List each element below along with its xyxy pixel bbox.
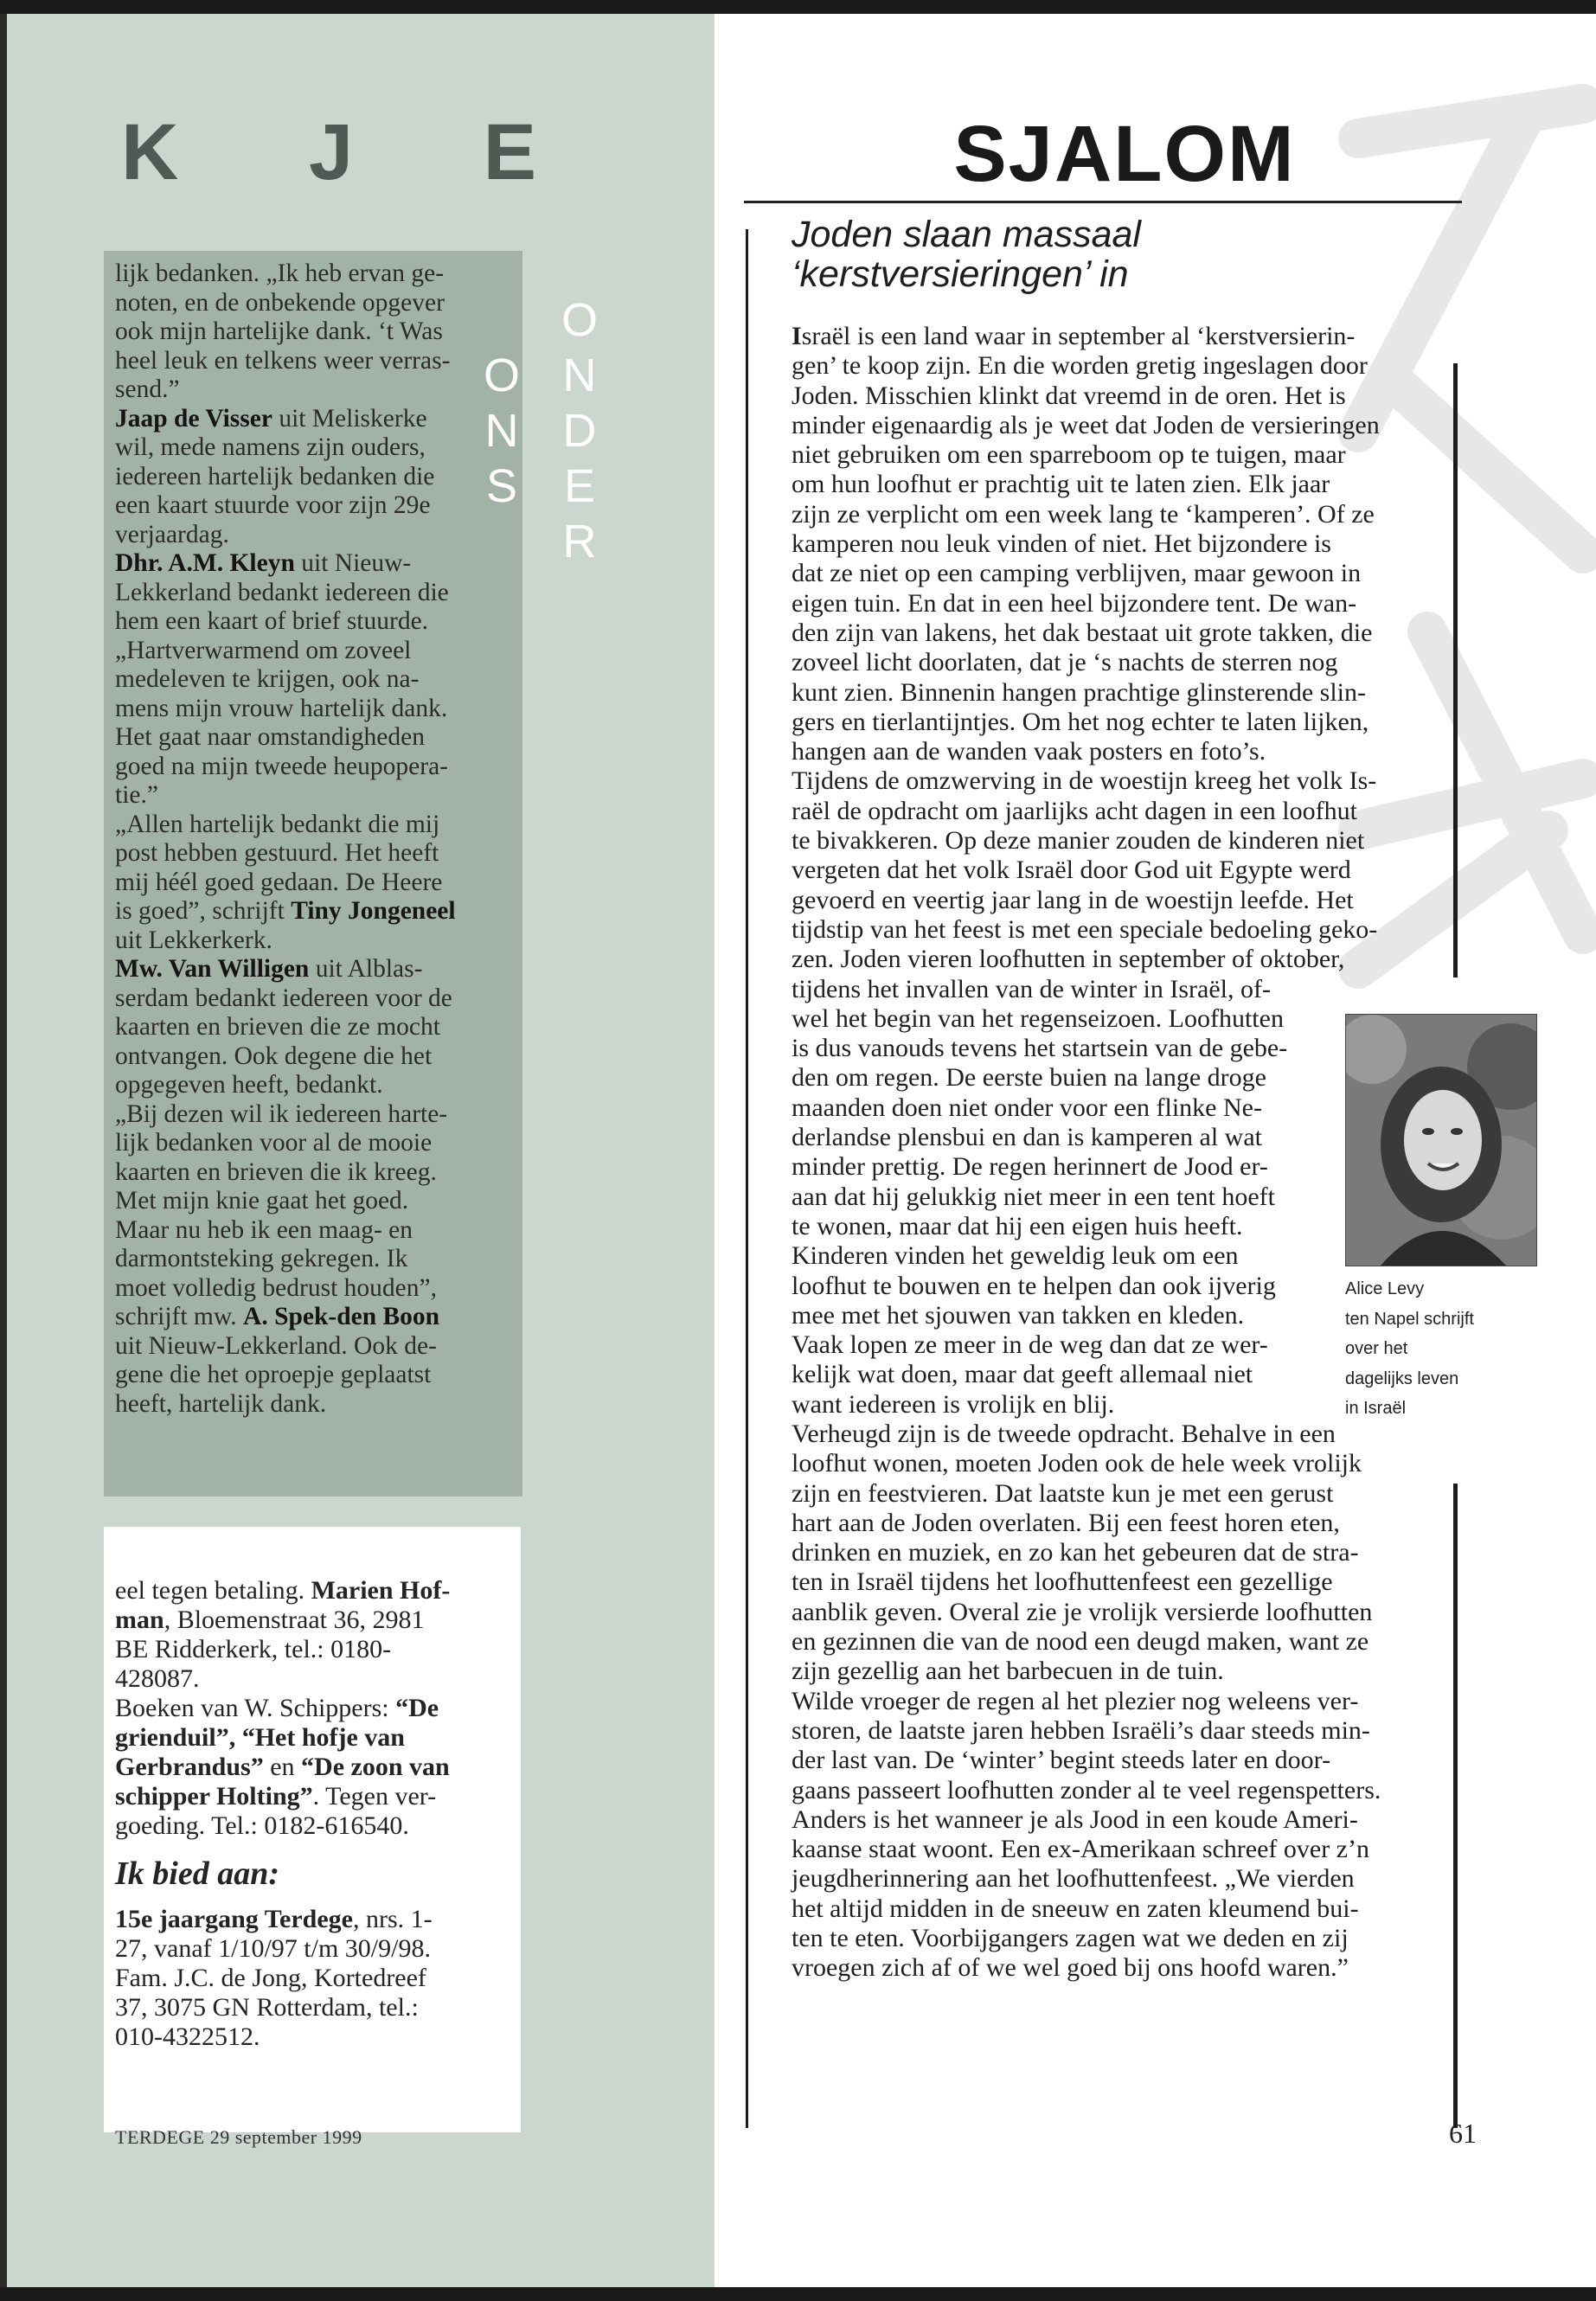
body-line: hangen aan de wanden vaak posters en foto’s. (792, 737, 1266, 766)
ad-line: 37, 3075 GN Rotterdam, tel.: (115, 1993, 419, 2022)
ad-line (115, 1694, 509, 1723)
body-line: wel het begin van het regenseizoen. Loofhutten (792, 1003, 1284, 1033)
body-line: tijdens het invallen van de winter in Israël, of- (792, 974, 1271, 1003)
ad-line (115, 1576, 509, 1606)
body-line: te bivakkeren. Op deze manier zouden de kinderen niet (792, 826, 1365, 856)
ad-name: Marien Hof- (311, 1576, 451, 1605)
letters-line: tie.” (115, 781, 158, 809)
letters-line: uit Lekkerkerk. (115, 926, 272, 954)
letters-line: verjaardag. (115, 520, 229, 548)
letters-line: lijk bedanken. „Ik heb ervan ge- (115, 260, 445, 287)
body-line: het altijd midden in de sneeuw en zaten kleumend bui- (792, 1894, 1359, 1923)
ad-line: 428087. (115, 1664, 200, 1693)
ad-line (115, 1723, 509, 1753)
body-line: zijn ze verplicht om een week lang te ‘kamperen’. Of ze (792, 499, 1375, 529)
ik-bied-aan-heading: Ik bied aan: (115, 1856, 279, 1892)
letters-line: heel leuk en telkens weer verras- (115, 346, 451, 375)
body-line: aan dat hij gelukkig niet meer in een tent hoeft (792, 1182, 1275, 1211)
letters-line: mij héél goed gedaan. De Heere (115, 868, 443, 896)
top-border (0, 0, 1596, 14)
body-line: zijn en feestvieren. Dat laatste kun je met een gerust (792, 1478, 1334, 1508)
ad-line: goeding. Tel.: 0182-616540. (115, 1811, 409, 1840)
ad-line (115, 1606, 509, 1635)
ad-line: BE Ridderkerk, tel.: 0180- (115, 1635, 392, 1663)
letters-line: mens mijn vrouw hartelijk dank. (115, 694, 448, 722)
body-line (792, 322, 1414, 351)
body-line: is dus vanouds tevens het startsein van de gebe- (792, 1034, 1288, 1063)
ad-text-span: eel tegen betaling. (115, 1576, 311, 1605)
letters-line: „Bij dezen wil ik iedereen harte- (115, 1099, 448, 1128)
letters-line: post hebben gestuurd. Het heeft (115, 839, 439, 867)
body-line: kunt zien. Binnenin hangen prachtige glinsterende slin- (792, 677, 1366, 707)
caption-line: in Israël (1345, 1399, 1407, 1418)
body-line: derlandse plensbui en dan is kamperen al wat (792, 1123, 1262, 1152)
ad-line: 27, vanaf 1/10/97 t/m 30/9/98. (115, 1934, 431, 1963)
right-rule-top (1453, 363, 1458, 977)
article-title: SJALOM (953, 110, 1296, 198)
book-title: Gerbrandus” (115, 1753, 264, 1781)
book-title: schipper Holting” (115, 1782, 313, 1811)
ad-text-span: en (263, 1753, 302, 1781)
letters-line: „Hartverwarmend om zoveel (115, 636, 412, 664)
letters-line: medeleven te krijgen, ook na- (115, 665, 420, 693)
article-subtitle (792, 215, 1449, 294)
body-line: tijdstip van het feest is met een speciale bedoeling geko- (792, 914, 1378, 944)
letters-line (115, 897, 513, 926)
title-underline (744, 201, 1462, 203)
body-line: den zijn van lakens, het dak bestaat uit grote takken, die (792, 618, 1373, 647)
body-line: kelijk wat doen, maar dat geeft allemaal niet (792, 1360, 1253, 1389)
letters-line (115, 955, 513, 984)
letters-line: iedereen hartelijk bedanken die (115, 462, 435, 490)
letters-line: serdam bedankt iedereen voor de (115, 984, 452, 1012)
caption-line: over het (1345, 1339, 1408, 1358)
letters-line: send.” (115, 375, 180, 403)
right-rule-bottom (1453, 1484, 1458, 2128)
body-line: storen, de laatste jaren hebben Israëli’s daar steeds min- (792, 1715, 1370, 1745)
body-line: drinken en muziek, en zo kan het gebeuren dat de stra- (792, 1538, 1359, 1567)
body-line: Kinderen vinden het geweldig leuk om een (792, 1241, 1239, 1271)
body-text-span: sraël is een land waar in september al ‘kerstversierin- (801, 322, 1356, 350)
bottom-border (0, 2287, 1596, 2301)
subtitle-line: Joden slaan massaal (792, 214, 1141, 255)
letters-text (115, 260, 513, 1419)
body-line: Tijdens de omzwerving in de woestijn kreeg het volk Is- (792, 766, 1377, 796)
body-line: niet gebruiken om een sparreboom op te tuigen, maar (792, 440, 1346, 470)
caption-line: ten Napel schrijft (1345, 1309, 1474, 1329)
letters-line (115, 1303, 513, 1332)
photo-caption (1345, 1274, 1518, 1424)
body-line: loofhut te bouwen en te helpen dan ook ijverig (792, 1271, 1276, 1300)
ad-line: Fam. J.C. de Jong, Kortedreef (115, 1964, 426, 1992)
page-number: 61 (1449, 2118, 1477, 2149)
ad-text-span: . Tegen ver- (312, 1782, 437, 1811)
ad-text-span: , Bloemenstraat 36, 2981 (163, 1606, 425, 1634)
article-body (792, 322, 1414, 1984)
ad-line: 010-4322512. (115, 2022, 260, 2051)
author-photo (1345, 1014, 1537, 1266)
portrait-image (1346, 1015, 1536, 1266)
letters-line: noten, en de onbekende opgever (115, 288, 445, 317)
letters-line (115, 549, 513, 579)
letters-text-span: uit Nieuw- (294, 549, 412, 577)
body-line: der last van. De ‘winter’ begint steeds later en door- (792, 1746, 1331, 1775)
body-line: jeugdherinnering aan het loofhuttenfeest. „We vierden (792, 1864, 1355, 1894)
book-title: “De zoon van (301, 1753, 450, 1781)
letters-line: darmontsteking gekregen. Ik (115, 1245, 408, 1272)
body-line: aanblik geven. Overal zie je vrolijk versierde loofhutten (792, 1597, 1373, 1626)
letters-line: kaarten en brieven die ik kreeg. (115, 1157, 437, 1186)
body-line: vroegen zich af of we wel goed bij ons hoofd waren.” (792, 1953, 1349, 1983)
caption-line: dagelijks leven (1345, 1368, 1459, 1388)
letters-line: goed na mijn tweede heupopera- (115, 752, 448, 780)
body-line: hart aan de Joden overlaten. Bij een feest horen eten, (792, 1508, 1340, 1537)
body-line: gevoerd en veertig jaar lang in de woestijn leefde. Het (792, 885, 1354, 914)
book-title: “De (395, 1694, 439, 1722)
body-line: ten in Israël tijdens het loofhuttenfeest een gezellige (792, 1567, 1333, 1597)
letters-line: uit Nieuw-Lekkerland. Ook de- (115, 1331, 437, 1360)
letters-line: moet volledig bedrust houden”, (115, 1273, 437, 1302)
letters-line: ontvangen. Ook degene die het (115, 1042, 433, 1070)
letters-line: kaarten en brieven die ze mocht (115, 1013, 440, 1041)
letters-line: gene die het oproepje geplaatst (115, 1361, 432, 1388)
body-line: en gezinnen die van de nood een deugd maken, want ze (792, 1627, 1369, 1657)
body-line: want iedereen is vrolijk en blij. (792, 1389, 1115, 1419)
body-line: om hun loofhut er prachtig uit te laten zien. Elk jaar (792, 470, 1330, 499)
body-line: minder prettig. De regen herinnert de Jood er- (792, 1152, 1268, 1182)
letters-text-span: uit Alblas- (309, 955, 423, 983)
letters-text-span: uit Meliskerke (272, 404, 427, 433)
body-line: zijn gezellig aan het barbecuen in de tuin. (792, 1657, 1224, 1686)
body-line: loofhut wonen, moeten Joden ook de hele week vrolijk (792, 1449, 1362, 1478)
letters-line: ook mijn hartelijke dank. ‘t Was (115, 317, 443, 345)
letters-line: lijk bedanken voor al de mooie (115, 1129, 433, 1157)
body-line: Joden. Misschien klinkt dat vreemd in de oren. Het is (792, 381, 1346, 410)
section-letter: E (483, 108, 536, 196)
body-line: raël de opdracht om jaarlijks acht dagen in een loofhut (792, 796, 1357, 825)
ad-text-span: , nrs. 1- (352, 1905, 433, 1933)
letters-line: Het gaat naar omstandigheden (115, 723, 425, 751)
person-name: Tiny Jongeneel (291, 897, 456, 925)
body-line: den om regen. De eerste buien na lange droge (792, 1063, 1266, 1093)
drop-cap: I (792, 322, 802, 350)
body-line: eigen tuin. En dat in een heel bijzondere tent. De wan- (792, 588, 1357, 618)
letters-line: Met mijn knie gaat het goed. (115, 1187, 409, 1215)
letters-line: een kaart stuurde voor zijn 29e (115, 491, 431, 519)
letters-text-span: schrijft mw. (115, 1303, 244, 1330)
section-letter: J (308, 108, 354, 196)
ads-text (115, 1576, 509, 2052)
body-line: minder eigenaardig als je weet dat Joden de versieringen (792, 410, 1380, 439)
left-border (0, 14, 7, 2287)
letters-line (115, 405, 513, 434)
body-line: zen. Joden vieren loofhutten in september of oktober, (792, 945, 1345, 974)
body-line: ten te eten. Voorbijgangers zagen wat we deden en zij (792, 1924, 1349, 1953)
letters-line: Maar nu heb ik een maag- en (115, 1215, 413, 1244)
body-line: vergeten dat het volk Israël door God uit Egypte werd (792, 856, 1351, 885)
ad-item: 15e jaargang Terdege (115, 1905, 353, 1933)
ad-line (115, 1782, 509, 1811)
letters-line: heeft, hartelijk dank. (115, 1389, 327, 1418)
letters-text-span: is goed”, schrijft (115, 897, 292, 925)
letters-line: hem een kaart of brief stuurde. (115, 607, 429, 635)
section-letters (121, 108, 536, 196)
body-line: gaans passeert loofhutten zonder al te veel regenspetters. (792, 1775, 1381, 1804)
letters-line: opgegeven heeft, bedankt. (115, 1071, 383, 1099)
body-line: gers en tierlantijntjes. Om het nog echter te laten lijken, (792, 707, 1369, 736)
body-line: kaanse staat woont. Een ex-Amerikaan schreef over z’n (792, 1835, 1370, 1864)
section-letter: K (121, 108, 179, 196)
body-line: gen’ te koop zijn. En die worden gretig ingeslagen door (792, 351, 1368, 381)
body-line: maanden doen niet onder voor een flinke Ne- (792, 1093, 1262, 1122)
body-line: Anders is het wanneer je als Jood in een koude Ameri- (792, 1804, 1358, 1834)
body-line: kamperen nou leuk vinden of niet. Het bijzondere is (792, 529, 1331, 559)
subtitle-line: ‘kerstversieringen’ in (792, 253, 1129, 295)
column-rule (746, 229, 748, 2128)
ad-line (115, 1905, 509, 1934)
section-label: ONDER ONS (476, 294, 606, 571)
book-title: grienduil”, “Het hofje van (115, 1723, 405, 1752)
body-line: zoveel licht doorlaten, dat je ‘s nachts de sterren nog (792, 648, 1338, 677)
person-name: Mw. Van Willigen (115, 955, 310, 983)
body-line: Vaak lopen ze meer in de weg dan dat ze wer- (792, 1330, 1268, 1360)
magazine-footer: TERDEGE 29 september 1999 (115, 2126, 362, 2148)
letters-line: Lekkerland bedankt iedereen die (115, 578, 449, 606)
person-name: A. Spek-den Boon (243, 1303, 440, 1330)
person-name: Dhr. A.M. Kleyn (115, 549, 295, 577)
ad-name: man (115, 1606, 164, 1634)
ad-text-span: Boeken van W. Schippers: (115, 1694, 396, 1722)
body-line: mee met het sjouwen van takken en kleden. (792, 1300, 1245, 1330)
person-name: Jaap de Visser (115, 404, 272, 433)
letters-line: „Allen hartelijk bedankt die mij (115, 810, 440, 838)
letters-line: wil, mede namens zijn ouders, (115, 433, 426, 461)
body-line: dat ze niet op een camping verblijven, maar gewoon in (792, 559, 1362, 588)
body-line: te wonen, maar dat hij een eigen huis heeft. (792, 1211, 1243, 1240)
body-line: Verheugd zijn is de tweede opdracht. Behalve in een (792, 1419, 1336, 1448)
body-line: Wilde vroeger de regen al het plezier nog weleens ver- (792, 1686, 1359, 1715)
caption-line: Alice Levy (1345, 1279, 1425, 1298)
ad-line (115, 1753, 509, 1782)
